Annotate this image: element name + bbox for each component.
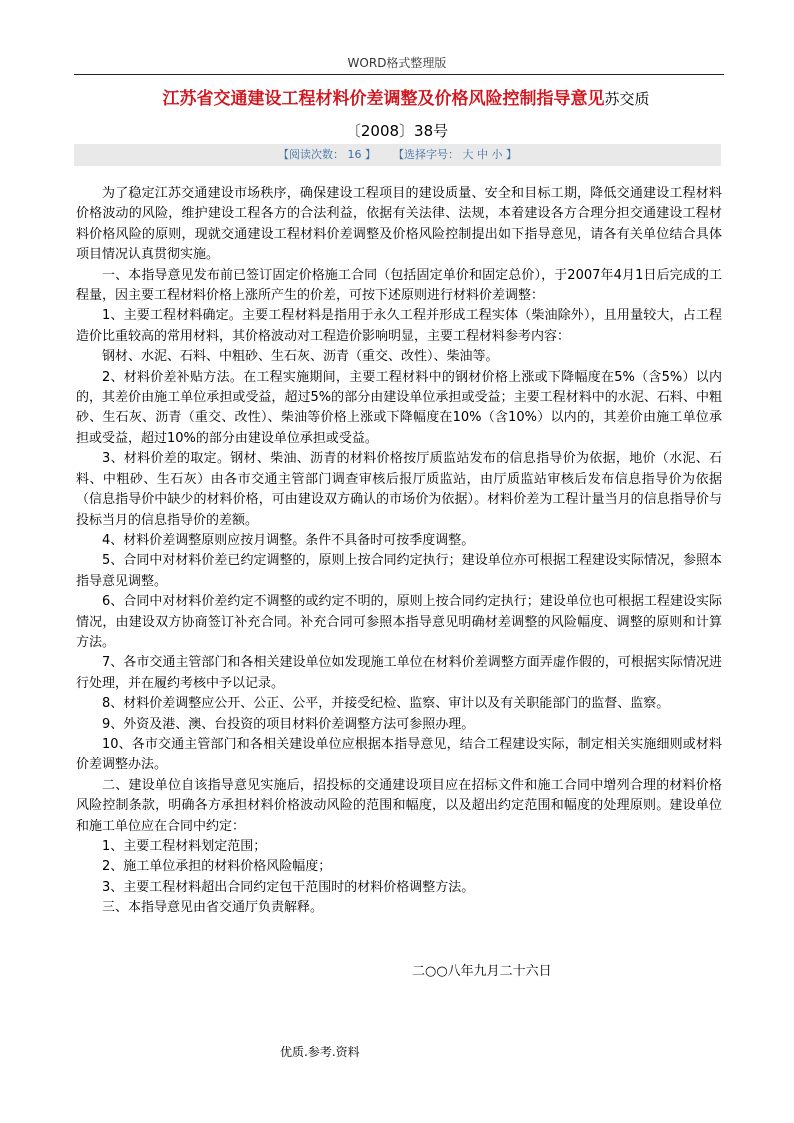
paragraph: 5、合同中对材料价差已约定调整的，原则上按合同约定执行；建设单位亦可根据工程建设实际情况，参照本指导意见调整。: [76, 553, 722, 589]
paragraph: 4、材料价差调整原则应按月调整。条件不具备时可按季度调整。: [102, 532, 475, 548]
paragraph: 钢材、水泥、石料、中粗砂、生石灰、沥青（重交、改性）、柴油等。: [102, 349, 499, 365]
read-count-close: 】: [365, 148, 376, 161]
font-size-medium-link[interactable]: 中: [477, 148, 488, 161]
paragraph: 9、外资及港、澳、台投资的项目材料价差调整方法可参照办理。: [102, 716, 475, 732]
page-header-label: WORD格式整理版: [347, 56, 447, 70]
info-bar: [74, 144, 721, 166]
paragraph: 二、建设单位自该指导意见实施后，招投标的交通建设项目应在招标文件和施工合同中增列合理的材料价格风险控制条款，明确各方承担材料价格波动风险的范围和幅度，以及超出约定范围和幅度的处理原则。建设单位和施工单位应在合同中约定：: [76, 777, 722, 834]
paragraph: 3、主要工程材料超出合同约定包干范围时的材料价格调整方法。: [102, 879, 475, 895]
read-count-label: 【阅读次数：: [278, 148, 344, 161]
font-size-small-link[interactable]: 小: [491, 148, 503, 161]
document-number: 〔2008〕38号: [345, 122, 449, 140]
read-count-value: 16: [347, 148, 362, 161]
paragraph: 1、主要工程材料确定。主要工程材料是指用于永久工程并形成工程实体（柴油除外），且用量较大，占工程造价比重较高的常用材料，其价格波动对工程造价影响明显，主要工程材料参考内容：: [76, 308, 722, 344]
paragraph: 10、各市交通主管部门和各相关建设单位应根据本指导意见，结合工程建设实际，制定相关实施细则或材料价差调整办法。: [76, 736, 722, 773]
paragraph: 为了稳定江苏交通建设市场秩序，确保建设工程项目的建设质量、安全和目标工期，降低交通建设工程材料价格波动的风险，维护建设工程各方的合法利益，依据有关法律、法规，本着建设各方合理分担交通建设工程材料价格风险的原则，现就交通建设工程材料价差调整及价格风险控制提出如下指导意见，请各有关单位结合具体项目情况认真贯彻实施。: [76, 186, 722, 263]
paragraph: 6、合同中对材料价差约定不调整的或约定不明的，原则上按合同约定执行；建设单位也可根据工程建设实际情况，由建设双方协商签订补充合同。补充合同可参照本指导意见明确材差调整的风险幅度、调整的原则和计算方法。: [76, 594, 722, 650]
paragraph: 2、施工单位承担的材料价格风险幅度；: [102, 859, 332, 875]
paragraph: 3、材料价差的取定。钢材、柴油、沥青的材料价格按厅质监站发布的信息指导价为依据，地价（水泥、石料、中粗砂、生石灰）由各市交通主管部门调查审核后报厅质监站，由厅质监站审核后发布信息指导价为依据（信息指导价中缺少的材料价格，可由建设双方确认的市场价为依据）。材料价差为工程计量当月的信息指导价与投标当月的信息指导价的差额。: [76, 451, 722, 528]
paragraph: 一、本指导意见发布前已签订固定价格施工合同（包括固定单价和固定总价），于2007年4月1日后完成的工程量，因主要工程材料价格上涨所产生的价差，可按下述原则进行材料价差调整：: [76, 267, 722, 304]
document-title: [86, 86, 726, 112]
font-size-close: 】: [506, 148, 517, 161]
document-body: [76, 184, 722, 919]
paragraph: 1、主要工程材料划定范围；: [102, 839, 267, 854]
document-date: 二○○八年九月二十六日: [412, 964, 552, 979]
paragraph: 三、本指导意见由省交通厅负责解释。: [102, 900, 324, 916]
page-footer: 优质.参考.资料: [280, 1045, 360, 1059]
paragraph: 8、材料价差调整应公开、公正、公平，并接受纪检、监察、审计以及有关职能部门的监督、监察。: [102, 696, 670, 712]
title-suffix: 苏交质: [604, 90, 650, 108]
header-divider: [74, 74, 724, 75]
paragraph: 2、材料价差补贴方法。在工程实施期间，主要工程材料中的钢材价格上涨或下降幅度在5%（含5%）以内的，其差价由施工单位承担或受益，超过5%的部分由建设单位承担或受益；主要工程材料中的水泥、石料、中粗砂、生石灰、沥青（重交、改性）、柴油等价格上涨或下降幅度在10%（含10%）以内的，其差价由施工单位承担或受益，超过10%的部分由建设单位承担或受益。: [76, 369, 722, 446]
font-size-large-link[interactable]: 大: [462, 148, 474, 161]
paragraph: 7、各市交通主管部门和各相关建设单位如发现施工单位在材料价差调整方面弄虚作假的，可根据实际情况进行处理，并在履约考核中予以记录。: [76, 655, 722, 691]
title-main: 江苏省交通建设工程材料价差调整及价格风险控制指导意见: [162, 89, 605, 109]
font-size-label: 【选择字号：: [393, 148, 459, 161]
